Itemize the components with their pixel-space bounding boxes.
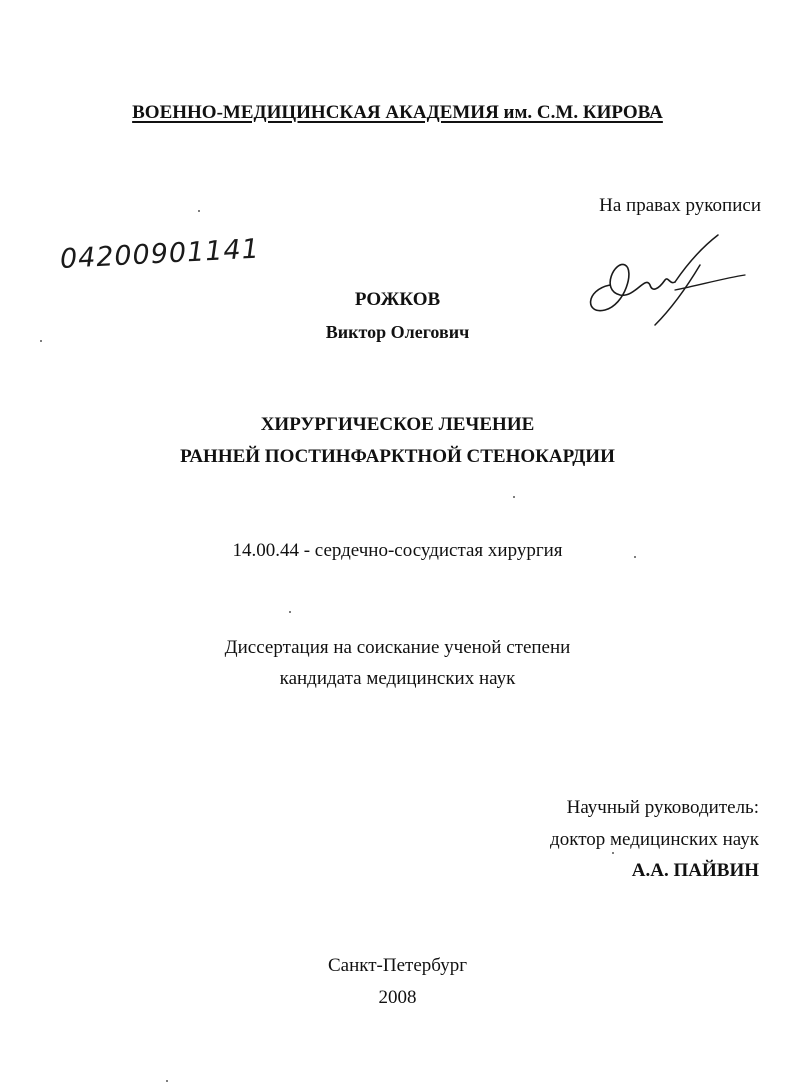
scan-speck xyxy=(634,556,636,558)
scan-speck xyxy=(612,852,614,854)
supervisor-label: Научный руководитель: xyxy=(566,797,759,818)
title-line-1: ХИРУРГИЧЕСКОЕ ЛЕЧЕНИЕ xyxy=(260,414,535,435)
year: 2008 xyxy=(378,987,417,1008)
city: Санкт-Петербург xyxy=(327,955,467,976)
title-line-2: РАННЕЙ ПОСТИНФАРКТНОЙ СТЕНОКАРДИИ xyxy=(180,446,615,467)
specialty-code: 14.00.44 - сердечно-сосудистая хирургия xyxy=(232,540,563,561)
scan-speck xyxy=(513,496,515,498)
author-name: Виктор Олегович xyxy=(325,322,470,342)
scan-speck xyxy=(198,210,200,212)
dissertation-line-1: Диссертация на соискание ученой степени xyxy=(224,637,571,658)
academy-header: ВОЕННО-МЕДИЦИНСКАЯ АКАДЕМИЯ им. С.М. КИРОВА xyxy=(132,102,663,123)
signature xyxy=(580,230,750,330)
handwritten-registration-number: 04200901141 xyxy=(59,233,261,275)
scan-speck xyxy=(289,611,291,613)
dissertation-line-2: кандидата медицинских наук xyxy=(279,668,516,689)
author-surname: РОЖКОВ xyxy=(354,289,441,310)
supervisor-degree: доктор медицинских наук xyxy=(550,829,759,850)
scan-speck xyxy=(40,340,42,342)
manuscript-note: На правах рукописи xyxy=(599,195,761,216)
scan-speck xyxy=(166,1080,168,1082)
supervisor-name: А.А. ПАЙВИН xyxy=(631,860,759,881)
